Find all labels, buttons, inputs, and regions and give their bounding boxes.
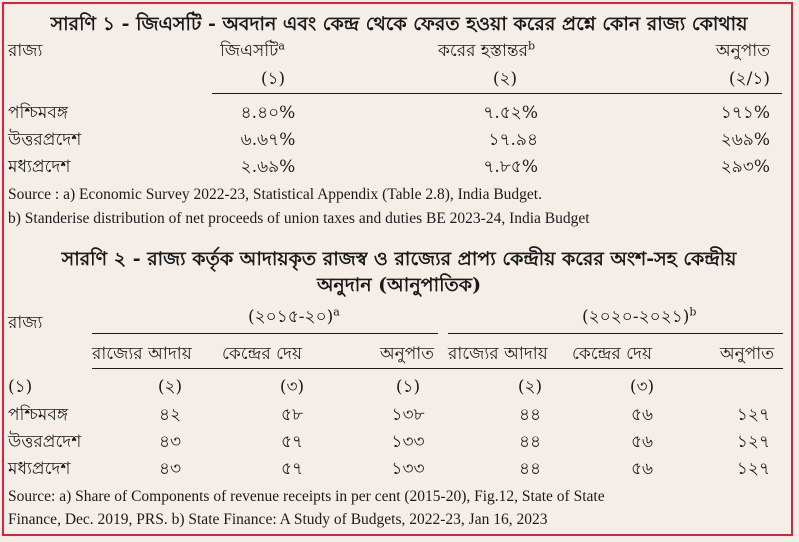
table1-row-2-tax: ১৭.৯৪ (488, 130, 538, 150)
table2-row-1-own2: ৪৪ (518, 405, 542, 425)
table1-row-1-tax: ৭.৫২% (483, 103, 538, 123)
table2-header-ratio-1: অনুপাত (379, 344, 434, 364)
table1-header-tax-num: (২) (492, 69, 518, 89)
table2-row-2-central2: ৫৬ (630, 432, 654, 452)
table2-header-period1-sup: a (333, 305, 340, 319)
table2-row-1-ratio2: ১২৭ (736, 405, 770, 425)
table2-row-1-central2: ৫৬ (630, 405, 654, 425)
table1-header-state: রাজ্য (8, 41, 43, 61)
table2-num-state: (১) (8, 377, 33, 397)
table1-header-gst-label: জিএসটি (220, 41, 279, 61)
table1-source-line2: b) Standerise distribution of net proceeds of union taxes and duties BE 2023-24, India Budget (8, 210, 590, 227)
table2-title-line1: সারণি ২ - রাজ্য কর্তৃক আদায়কৃত রাজস্ব ও রাজ্যের প্রাপ্য কেন্দ্রীয় করের অংশ-সহ কেন্দ্রীয় (61, 248, 737, 270)
table2-num-central-2: (৩) (629, 377, 655, 397)
table2-period1-rule (92, 333, 438, 334)
table2-num-own-2: (২) (517, 377, 543, 397)
table1-header-gst (220, 38, 330, 66)
table2-row-1-ratio1: ১৩৮ (391, 405, 425, 425)
table2-header-own-2: রাজ্যের আদায় (448, 344, 548, 364)
table2-header-period1-label: (২০১৫-২০) (248, 307, 334, 327)
table1-header-tax (438, 38, 535, 66)
table2-num-own-1: (২) (157, 377, 183, 397)
table1-row-1-gst: ৪.৪০% (240, 103, 296, 123)
table2-source-line1: Source: a) Share of Components of revenue receipts in per cent (2015-20), Fig.12, State of State (8, 488, 605, 505)
table2-header-period1 (248, 304, 340, 332)
table2-row-3-own1: ৪৩ (158, 459, 182, 479)
table1-header-tax-sup: b (527, 39, 536, 53)
table1-title: সারণি ১ - জিএসটি - অবদান এবং কেন্দ্র থেকে ফেরত হওয়া করের প্রশ্নে কোন রাজ্য কোথায় (50, 13, 748, 35)
table2-header-central-2: কেন্দ্রের দেয় (572, 344, 652, 364)
table1-header-gst-num: (১) (260, 69, 286, 89)
table2-header-period2 (582, 304, 696, 332)
table2-num-central-1: (৩) (279, 377, 305, 397)
table2-row-3-ratio2: ১২৭ (736, 459, 770, 479)
table2-row-3-state: মধ্যপ্রদেশ (8, 459, 71, 479)
table2-row-2-own2: ৪৪ (518, 432, 542, 452)
table2-row-2-ratio1: ১৩৩ (391, 432, 425, 452)
table2-header-state: রাজ্য (8, 313, 43, 333)
table2-header-period2-sup: b (689, 305, 697, 319)
table1-header-rule (212, 93, 782, 94)
table1-row-2-ratio: ২৬৯% (720, 130, 770, 150)
table2-row-1-state: পশ্চিমবঙ্গ (8, 405, 69, 425)
table2-row-3-central2: ৫৬ (630, 459, 654, 479)
table1-row-3-tax: ৭.৮৫% (483, 157, 538, 177)
table2-row-3-central1: ৫৭ (280, 459, 304, 479)
table1-row-1-state: পশ্চিমবঙ্গ (8, 103, 69, 123)
table1-header-gst-sup: a (278, 39, 285, 53)
table2-row-3-ratio1: ১৩৩ (391, 459, 425, 479)
table2-source-line2: Finance, Dec. 2019, PRS. b) State Finance: A Study of Budgets, 2022-23, Jan 16, 2023 (8, 511, 548, 528)
table1-header-ratio: অনুপাত (715, 41, 770, 61)
table2-header-rule (92, 368, 783, 369)
table2-header-period2-label: (২০২০-২০২১) (582, 307, 690, 327)
table2-header-ratio-2: অনুপাত (719, 344, 774, 364)
table2-row-2-own1: ৪৩ (158, 432, 182, 452)
table2-row-2-state: উত্তরপ্রদেশ (8, 432, 82, 452)
table2-num-ratio-1: (১) (395, 377, 421, 397)
table1-source-line1: Source : a) Economic Survey 2022-23, Statistical Appendix (Table 2.8), India Budget. (8, 186, 542, 203)
table1-header-tax-label: করের হস্তান্তর (438, 41, 528, 61)
table2-period2-rule (448, 333, 783, 334)
table2-row-2-ratio2: ১২৭ (736, 432, 770, 452)
table2-header-central-1: কেন্দ্রের দেয় (222, 344, 302, 364)
table2-row-1-central1: ৫৮ (280, 405, 304, 425)
table1-row-3-ratio: ২৯৩% (720, 157, 770, 177)
table2-row-2-central1: ৫৭ (280, 432, 304, 452)
table1-row-2-gst: ৬.৬৭% (240, 130, 296, 150)
table2-title-line2: অনুদান (আনুপাতিক) (316, 274, 482, 296)
table1-row-1-ratio: ১৭১% (720, 103, 770, 123)
table1-header-ratio-num: (২/১) (728, 69, 770, 89)
table1-row-3-gst: ২.৬৯% (240, 157, 296, 177)
table2-row-1-own1: ৪২ (158, 405, 182, 425)
table1-row-2-state: উত্তরপ্রদেশ (8, 130, 82, 150)
table1-row-3-state: মধ্যপ্রদেশ (8, 157, 71, 177)
table2-header-own-1: রাজ্যের আদায় (92, 344, 192, 364)
table2-row-3-own2: ৪৪ (518, 459, 542, 479)
